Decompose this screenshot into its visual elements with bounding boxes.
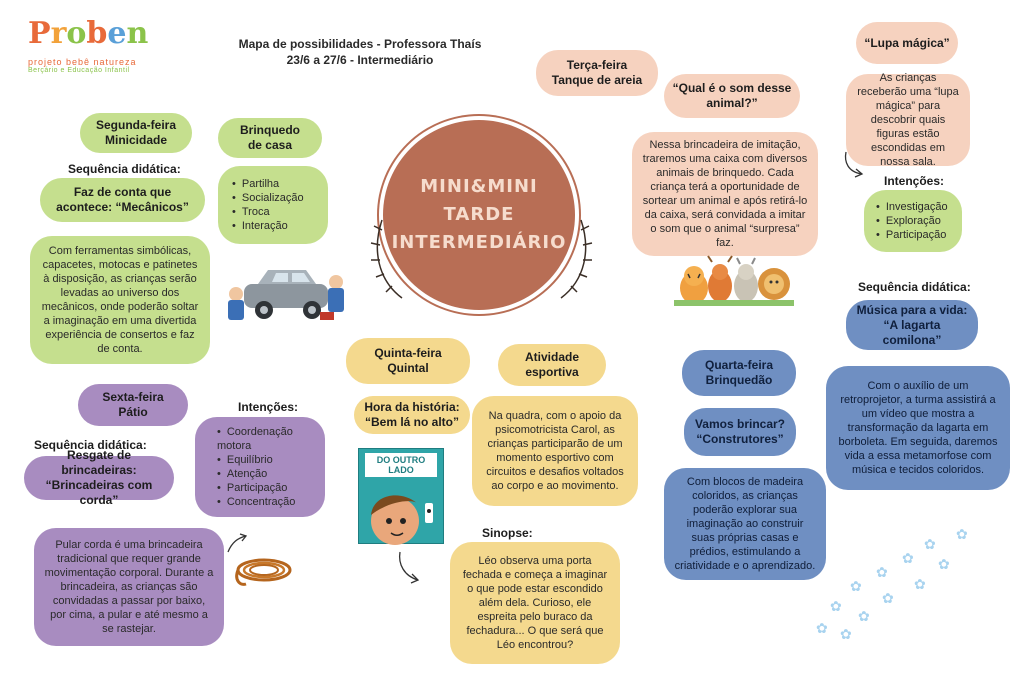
magnifier-intentions-label: Intenções: <box>884 174 945 188</box>
magnifier-sequence-label: Sequência didática: <box>858 280 971 294</box>
magnifier-activity: Música para a vida: “A lagarta comilona” <box>846 300 978 350</box>
monday-toy-title-2: de casa <box>247 138 293 152</box>
rope-icon <box>232 552 296 588</box>
butterfly-icon: ✿ <box>858 608 870 624</box>
thursday-day: Quinta-feira <box>374 346 442 360</box>
monday-day-tag <box>80 113 192 153</box>
butterfly-icon: ✿ <box>876 564 888 580</box>
monday-activity: Faz de conta que acontece: “Mecânicos” <box>40 178 205 222</box>
book-cover-title: DO OUTRO LADO <box>365 453 437 477</box>
list-item: • Concentração <box>217 495 325 509</box>
list-item: • Participação <box>876 228 948 242</box>
list-item: • Equilíbrio <box>217 453 325 467</box>
butterfly-icon: ✿ <box>830 598 842 614</box>
page-header <box>210 36 510 68</box>
arrow-icon <box>226 532 248 554</box>
thursday-sport-description: Na quadra, com o apoio da psicomotricista Carol, as crianças participarão de um momento esportivo com circuitos e desafios voltados ao corpo e ao movimento. <box>472 396 638 506</box>
tuesday-description: Nessa brincadeira de imitação, traremos uma caixa com diversos animais de brinquedo. Cada criança terá a oportunidade de sortear um animal e após retirá-lo da caixa, será convidada a imitar o som que o animal “surpresa” faz. <box>632 132 818 256</box>
tuesday-day: Terça-feira <box>566 58 628 72</box>
mechanics-car-icon <box>224 262 350 324</box>
friday-intentions-label: Intenções: <box>238 400 299 414</box>
friday-description: Pular corda é uma brincadeira tradicional que requer grande movimentação corporal. Durante a brincadeira, as crianças são convidadas a passar por baixo, por cima, a pular e até mesmo a se rastejar. <box>34 528 224 646</box>
butterfly-icon: ✿ <box>882 590 894 606</box>
butterflies-decoration <box>806 520 976 644</box>
butterfly-icon: ✿ <box>840 626 852 642</box>
butterfly-icon: ✿ <box>850 578 862 594</box>
friday-intentions-list <box>217 425 325 509</box>
monday-sequence-label: Sequência didática: <box>68 162 181 176</box>
list-item: • Participação <box>217 481 325 495</box>
animals-icon <box>674 254 794 308</box>
page-title: Mapa de possibilidades - Professora Thaís <box>238 37 482 51</box>
friday-intentions <box>195 417 325 517</box>
thursday-day-tag <box>346 338 470 384</box>
magnifier-description-2: Com o auxílio de um retroprojetor, a turma assistirá a um vídeo que mostra a transformação da lagarta em borboleta. Em seguida, daremos vida a essa metamorfose com música e tecidos coloridos. <box>826 366 1010 490</box>
friday-place: Pátio <box>118 405 148 419</box>
monday-toy-title-1: Brinquedo <box>240 123 300 137</box>
butterfly-icon: ✿ <box>938 556 950 572</box>
monday-place: Minicidade <box>104 133 167 147</box>
laurel-left-icon <box>368 210 408 300</box>
butterfly-icon: ✿ <box>816 620 828 636</box>
logo-wordmark: Proben <box>28 16 149 51</box>
thursday-synopsis: Léo observa uma porta fechada e começa a imaginar o que pode estar escondido além dela. Curioso, ele espreita pelo buraco da fechadura... O que será que Léo encontrou? <box>450 542 620 664</box>
center-badge <box>383 120 575 310</box>
monday-toy-tag <box>218 118 322 158</box>
monday-toy-bullets <box>218 166 328 244</box>
list-item: • Investigação <box>876 200 948 214</box>
thursday-place: Quintal <box>387 361 429 375</box>
wednesday-activity: Vamos brincar? “Construtores” <box>684 408 796 456</box>
logo-tagline: projeto bebê natureza <box>28 57 137 67</box>
arrow-icon <box>396 550 422 584</box>
list-item: • Coordenação motora <box>217 425 325 453</box>
friday-day: Sexta-feira <box>102 390 164 404</box>
butterfly-icon: ✿ <box>914 576 926 592</box>
monday-description: Com ferramentas simbólicas, capacetes, motocas e patinetes à disposição, as crianças serão levadas ao universo dos mecânicos, onde poderão soltar a imaginação em uma divertida experiência de consertos e faz de conta. <box>30 236 210 364</box>
center-line-1: MINI&MINI <box>420 176 538 197</box>
butterfly-icon: ✿ <box>956 526 968 542</box>
butterfly-icon: ✿ <box>902 550 914 566</box>
magnifier-intentions-list <box>876 200 948 242</box>
thursday-sport-title: Atividade esportiva <box>498 344 606 386</box>
logo <box>28 18 178 78</box>
friday-day-tag <box>78 384 188 426</box>
center-line-3: INTERMEDIÁRIO <box>391 232 567 253</box>
butterfly-icon: ✿ <box>924 536 936 552</box>
list-item: • Exploração <box>876 214 948 228</box>
list-item: • Partilha <box>232 177 304 191</box>
tuesday-day-tag <box>536 50 658 96</box>
magnifier-title: “Lupa mágica” <box>856 22 958 64</box>
page-dates: 23/6 a 27/6 - Intermediário <box>286 53 434 67</box>
list-item: • Atenção <box>217 467 325 481</box>
monday-toy-list <box>232 177 304 233</box>
monday-day: Segunda-feira <box>95 118 176 132</box>
tuesday-place: Tanque de areia <box>551 73 643 87</box>
wednesday-day-tag <box>682 350 796 396</box>
boy-face-icon <box>359 481 445 551</box>
friday-sequence-label: Sequência didática: <box>34 438 147 452</box>
wednesday-description: Com blocos de madeira coloridos, as crianças poderão explorar sua imaginação ao construir suas próprias casas e prédios, estimulando a criatividade e o aprendizado. <box>664 468 826 580</box>
wednesday-place: Brinquedão <box>705 373 773 387</box>
friday-activity: Resgate de brincadeiras: “Brincadeiras com corda” <box>24 456 174 500</box>
thursday-story-title: Hora da história: “Bem lá no alto” <box>354 396 470 434</box>
book-cover <box>358 448 444 544</box>
list-item: • Troca <box>232 205 304 219</box>
magnifier-intentions <box>864 190 962 252</box>
magnifier-description: As crianças receberão uma “lupa mágica” para descobrir quais figuras estão escondidas em nossa sala. <box>846 74 970 166</box>
list-item: • Socialização <box>232 191 304 205</box>
wednesday-day: Quarta-feira <box>704 358 774 372</box>
laurel-right-icon <box>555 210 595 300</box>
thursday-synopsis-label: Sinopse: <box>482 526 533 540</box>
logo-subtagline: Berçário e Educação Infantil <box>28 67 130 74</box>
tuesday-question: “Qual é o som desse animal?” <box>664 74 800 118</box>
center-line-2: TARDE <box>443 204 515 225</box>
arrow-icon <box>842 150 866 180</box>
list-item: • Interação <box>232 219 304 233</box>
